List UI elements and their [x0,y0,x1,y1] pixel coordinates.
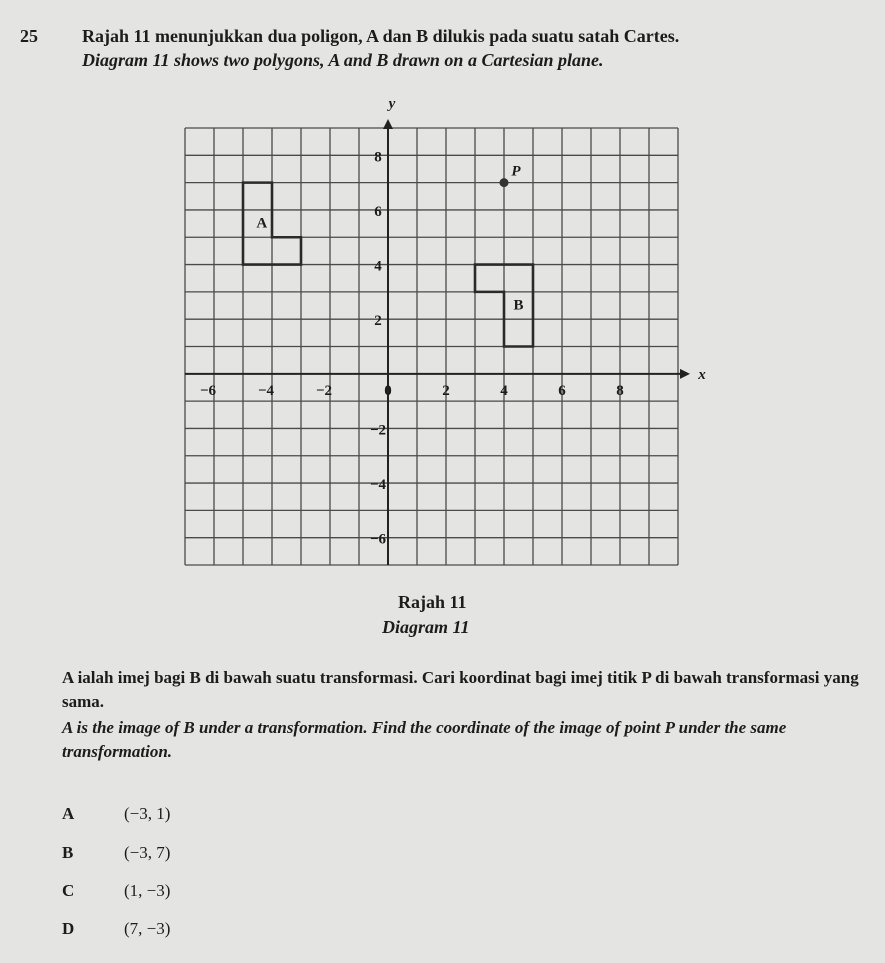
question-prompt-malay: A ialah imej bagi B di bawah suatu transformasi. Cari koordinat bagi imej titik P di bawah transformasi yang sama. [62,668,859,711]
y-tick-label: 8 [374,149,382,166]
x-axis-label: x [698,366,706,383]
y-tick-label: −6 [369,531,387,548]
x-tick-label: −2 [315,382,333,399]
diagram-caption-english: Diagram 11 [382,617,470,637]
x-tick-label: 6 [558,382,566,399]
option-letter: A [62,804,75,823]
question-stem-malay: Rajah 11 menunjukkan dua poligon, A dan B dilukis pada suatu satah Cartes. [82,26,680,46]
x-tick-label: 4 [500,382,508,399]
y-tick-label: 6 [374,203,382,220]
x-tick-label: −6 [199,382,217,399]
grid-lines [185,128,678,565]
y-tick-label: −2 [369,422,387,439]
point-p-label: P [511,163,521,180]
x-tick-label: 2 [442,382,450,399]
option-letter: C [62,881,75,900]
diagram-caption-malay: Rajah 11 [398,592,467,612]
polygon-b-label: B [513,297,524,314]
option-value: (−3, 1) [124,804,171,823]
polygon-a-label: A [256,215,268,232]
x-tick-label: −4 [257,382,275,399]
y-tick-label: 4 [374,258,382,275]
option-letter: D [62,919,75,938]
axes [185,119,690,565]
option-value: (1, −3) [124,881,171,900]
y-tick-label: −4 [369,477,387,494]
x-tick-label: 0 [384,382,392,399]
question-number: 25 [20,26,38,46]
y-tick-label: 2 [374,313,382,330]
question-stem-english: Diagram 11 shows two polygons, A and B drawn on a Cartesian plane. [82,50,604,70]
x-tick-label: 8 [616,382,624,399]
x-axis-arrow [680,369,690,379]
point-p [500,178,509,187]
option-letter: B [62,843,74,862]
axis-tick-labels [200,96,706,548]
question-prompt-english: A is the image of B under a transformation. Find the coordinate of the image of point P under the same transformation. [62,718,787,761]
option-value: (−3, 7) [124,843,171,862]
option-value: (7, −3) [124,919,171,938]
y-axis-label: y [388,96,396,112]
y-axis-arrow [383,119,393,129]
